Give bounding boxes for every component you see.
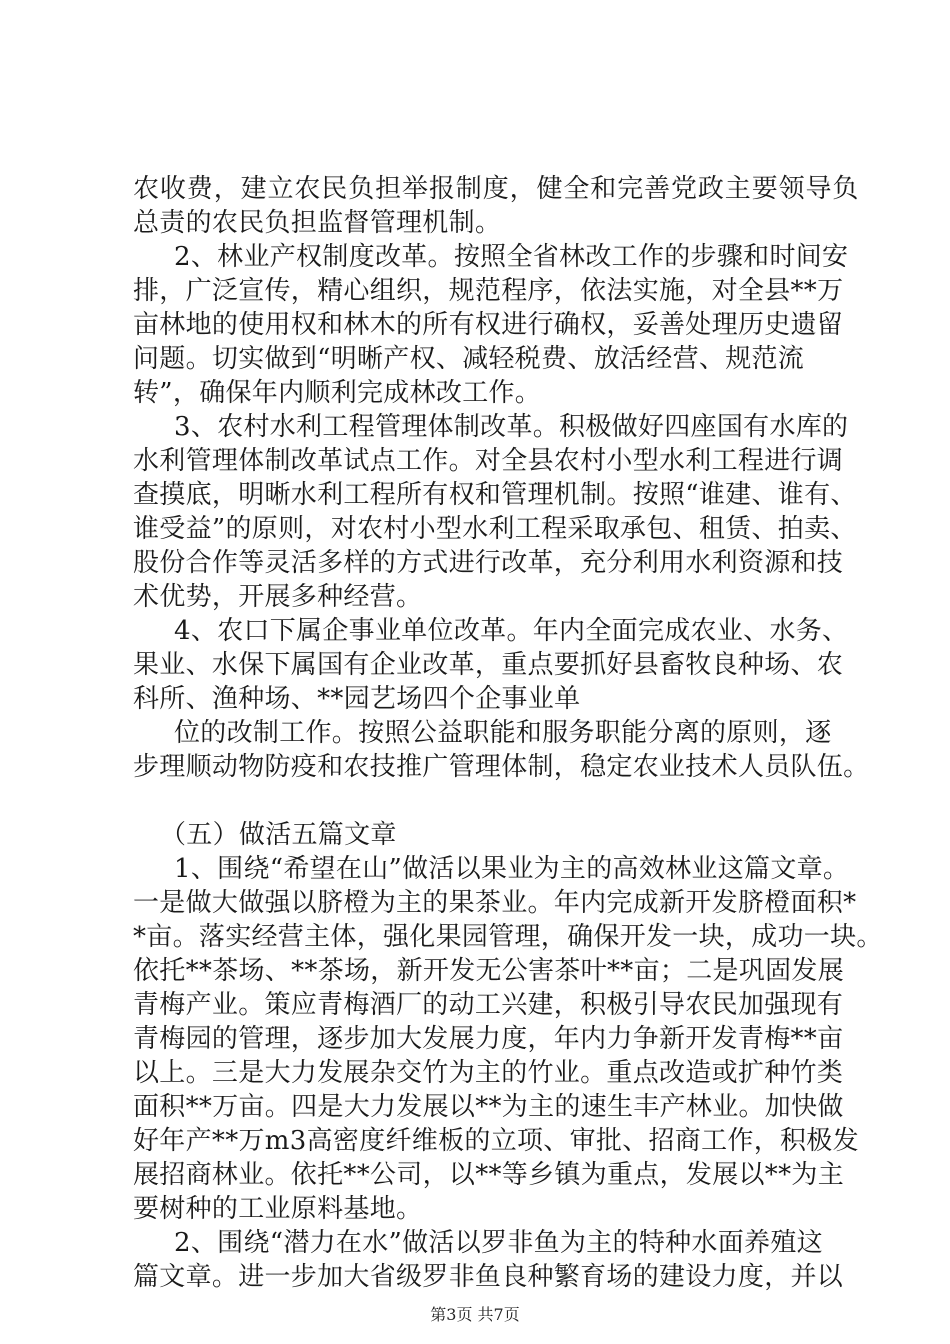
text-line: 问题。切实做到“明晰产权、减轻税费、放活经营、规范流 xyxy=(133,344,805,374)
text-line: 农收费，建立农民负担举报制度，健全和完善党政主要领导负 xyxy=(133,174,860,204)
text-line: 依托**茶场、**茶场，新开发无公害茶叶**亩；二是巩固发展 xyxy=(133,956,845,986)
text-line: 4、农口下属企事业单位改革。年内全面完成农业、水务、 xyxy=(174,616,849,646)
text-line: 以上。三是大力发展杂交竹为主的竹业。重点改造或扩种竹类 xyxy=(133,1058,844,1088)
text-line: 3、农村水利工程管理体制改革。积极做好四座国有水库的 xyxy=(174,412,849,442)
text-line: *亩。落实经营主体，强化果园管理，确保开发一块，成功一块。 xyxy=(133,922,883,952)
text-line: 谁受益”的原则，对农村小型水利工程采取承包、租赁、拍卖、 xyxy=(133,514,857,544)
text-line: 青梅产业。策应青梅酒厂的动工兴建，积极引导农民加强现有 xyxy=(133,990,844,1020)
page-number: 第3页 共7页 xyxy=(430,1305,520,1324)
text-line: 术优势，开展多种经营。 xyxy=(133,582,423,612)
text-line: 排，广泛宣传，精心组织，规范程序，依法实施，对全县**万 xyxy=(133,276,844,306)
text-line: 面积**万亩。四是大力发展以**为主的速生丰产林业。加快做 xyxy=(133,1092,844,1122)
text-line: 2、林业产权制度改革。按照全省林改工作的步骤和时间安 xyxy=(174,242,849,272)
text-line: 查摸底，明晰水利工程所有权和管理机制。按照“谁建、谁有、 xyxy=(133,480,857,510)
text-line: 篇文章。进一步加大省级罗非鱼良种繁育场的建设力度，并以 xyxy=(133,1262,844,1292)
text-line: 位的改制工作。按照公益职能和服务职能分离的原则，逐 xyxy=(174,718,832,748)
text-line: 总责的农民负担监督管理机制。 xyxy=(133,208,502,238)
section-heading: （五）做活五篇文章 xyxy=(160,820,397,850)
text-line: 好年产**万m3高密度纤维板的立项、审批、招商工作，积极发 xyxy=(133,1126,859,1156)
text-line: 1、围绕“希望在山”做活以果业为主的高效林业这篇文章。 xyxy=(174,854,850,884)
text-line: 要树种的工业原料基地。 xyxy=(133,1194,423,1224)
text-line: 科所、渔种场、**园艺场四个企事业单 xyxy=(133,684,581,714)
text-line: 果业、水保下属国有企业改革，重点要抓好县畜牧良种场、农 xyxy=(133,650,844,680)
text-line: 亩林地的使用权和林木的所有权进行确权，妥善处理历史遗留 xyxy=(133,310,844,340)
text-line: 转”，确保年内顺利完成林改工作。 xyxy=(133,378,542,408)
text-line: 青梅园的管理，逐步加大发展力度，年内力争新开发青梅**亩 xyxy=(133,1024,844,1054)
text-line: 2、围绕“潜力在水”做活以罗非鱼为主的特种水面养殖这 xyxy=(174,1228,823,1258)
text-line: 股份合作等灵活多样的方式进行改革，充分利用水利资源和技 xyxy=(133,548,844,578)
text-line: 水利管理体制改革试点工作。对全县农村小型水利工程进行调 xyxy=(133,446,844,476)
text-line: 展招商林业。依托**公司，以**等乡镇为重点，发展以**为主 xyxy=(133,1160,845,1190)
text-line: 一是做大做强以脐橙为主的果茶业。年内完成新开发脐橙面积* xyxy=(133,888,857,918)
text-line: 步理顺动物防疫和农技推广管理体制，稳定农业技术人员队伍。 xyxy=(133,752,870,782)
